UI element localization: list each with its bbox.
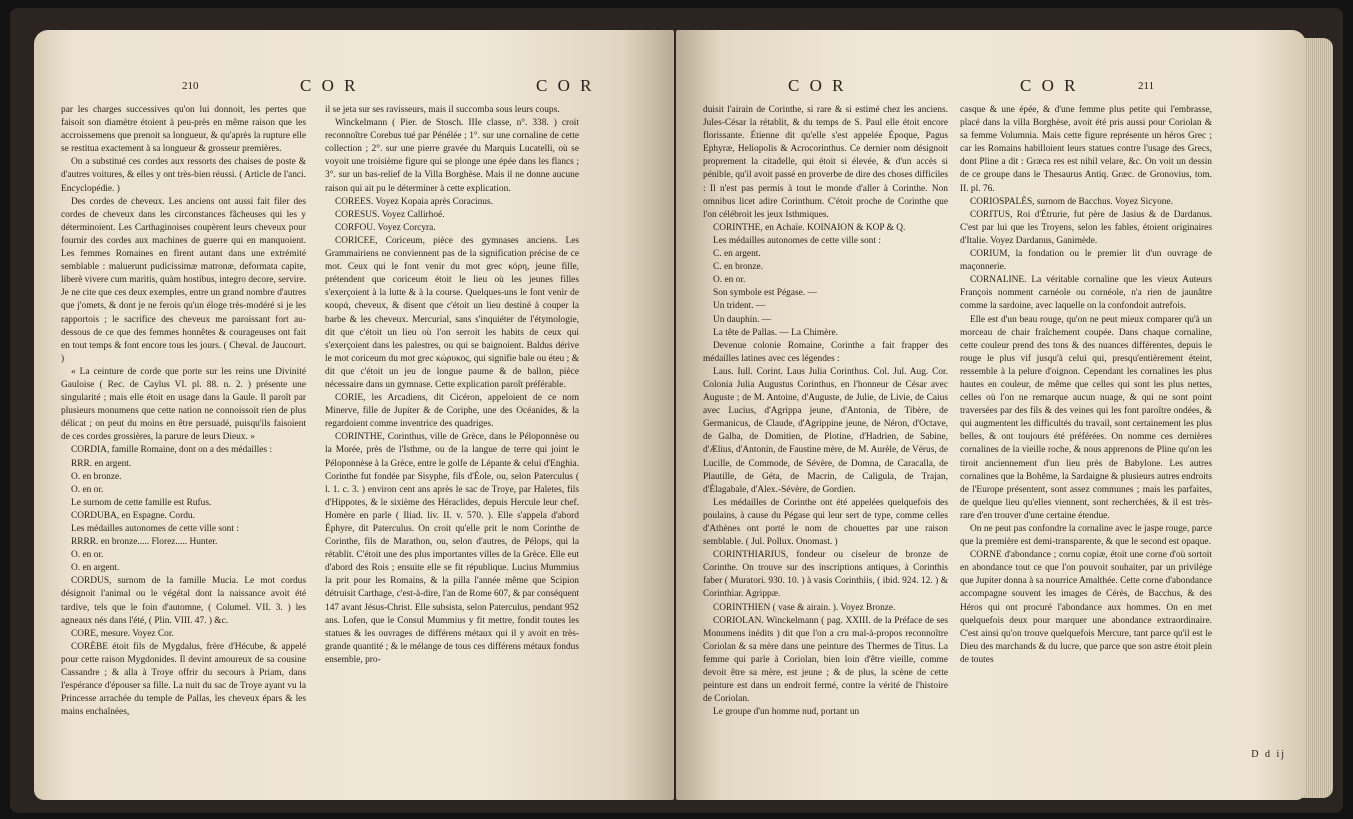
paragraph: CORDUS, surnom de la famille Mucia. Le mot cordus désignoit l'animal ou le végétal dont la naissance avoit été tardive, tels que le foin d'automne, ( Columel. VII. 3. ) les agneaux nés dans l'été, ( Plin. VIII. 47. ) &c.	[61, 576, 306, 626]
right-header	[676, 76, 1306, 100]
paragraph: Laus. Iull. Corint. Laus Julia Corinthus. Col. Jul. Aug. Cor. Colonia Julia Augustus Corinthus, en l'honneur de César avec Auguste ; de M. Antoine, d'Auguste, de Julie, de Livie, de Caius avec Lucius, d'Agrippa jeune, d'Antonia, de Tibère, de Germanicus, de Claude, d'Agrippine jeune, de Néron, d'Octave, de Galba, de Domitien, de Plotine, d'Hadrien, de Sabine, d'Ælius, d'Antonin, de Faustine mère, de M. Aurèle, de Vérus, de Lucille, de Commode, de Sévère, de Domna, de Caracalla, de Plautille, de Géta, de Macrin, de Caligula, de Trajan, d'Élagabale, d'Alex.-Sévère, de Gordien.	[703, 366, 948, 495]
paragraph: CORINTHE, en Achaïe. KOINAION & KOP & Q.	[713, 222, 906, 233]
paragraph: La tête de Pallas. — La Chimère.	[713, 327, 838, 338]
paragraph: Les médailles de Corinthe ont été appelées quelquefois des poulains, à cause du Pégase qui leur sert de type, comme celles d'Athènes ont porté le nom de chouettes par une raison semblable. ( Jul. Pollux. Onomast. )	[703, 497, 948, 548]
paragraph: COREES. Voyez Kopaia après Coracinus.	[335, 196, 493, 207]
paragraph: « La ceinture de corde que porte sur les reins une Divinité Gauloise ( Rec. de Caylus VI. pl. 88. n. 2. ) présente une singularité ; mais elle étoit en usage dans la Gaule. Il paroît par plusieurs monumens que cette nation ne connoissoit rien de plus délicat ; on peut du moins en être persuadé, puisqu'ils faisoient de ces cordes grossières, la parure de leurs Dieux. »	[61, 366, 306, 443]
right-page	[676, 30, 1306, 800]
paragraph: CORINTHIEN ( vase & airain. ). Voyez Bronze.	[713, 602, 896, 613]
page-number-right: 211	[1138, 80, 1155, 92]
paragraph: CORIOLAN. Winckelmann ( pag. XXIII. de la Préface de ses Monumens inédits ) dit que l'on a cru mal-à-propos reconnoître Coriolan & sa mère dans une peinture des Thermes de Titus. La femme qui parle à Coriolan, bien loin d'être vieille, comme devoit être sa mère, est jeune ; & de plus, la scène de cette peinture est dans un endroit fermé, contre la vérité de l'histoire de Coriolan.	[703, 615, 948, 705]
paragraph: Un trident. —	[713, 301, 766, 312]
paragraph: CORÈBE étoit fils de Mygdalus, frère d'Hécube, & appelé pour cette raison Mygdonides. Il devint amoureux de sa cousine Cassandre ; & alla à Troye offrir du secours à Priam, dans l'espérance d'épouser sa fille. La nuit du sac de Troye ayant vu la Princesse arrachée du temple de Pallas, les cheveux épars & les mains enchaînées,	[61, 641, 306, 718]
paragraph: CORITUS, Roi d'Étrurie, fut père de Jasius & de Dardanus. C'est par lui que les Troyens, selon les fables, étoient originaires d'Italie. Voyez Dardanus, Ganimède.	[960, 209, 1212, 246]
paragraph: il se jeta sur ses ravisseurs, mais il succomba sous leurs coups.	[325, 105, 560, 115]
paragraph: CORFOU. Voyez Corcyra.	[335, 222, 436, 233]
paragraph: CORINTHIARIUS, fondeur ou ciseleur de bronze de Corinthe. On trouve sur des inscriptions antiques, à Corinthis faber ( Muratori. 930. 10. ) à vasis Corinthiis, ( ibid. 924. 12. ) & Corinthiar. Agrippæ.	[703, 550, 948, 600]
paragraph: C. en argent.	[713, 249, 761, 260]
text-column-right-1	[703, 104, 948, 719]
paragraph: Des cordes de cheveux. Les anciens ont aussi fait filer des cordes de cheveux dans les circonstances fâcheuses qui les y déterminoient. Les Carthaginoises coupèrent leurs cheveux pour fournir des cordes aux machines de guerre qui en manquoient. Les femmes Romaines en firent autant dans une extrémité semblable : maluerunt pudicissimæ matronæ, deformata capite, liberè vivere cum maritis, quàm hostibus, integro decore, servire. Je ne cite que ces deux exemples, entre un grand nombre d'autres que j'omets, & dont je ne ferois qu'un éloge très-modéré si je les rapportois ; le sacrifice des cheveux me paroissant fort au-dessous de ce que des femmes honnêtes & courageuses ont fait en tout temps & font encore tous les jours. ( Cheval. de Jaucourt. )	[61, 196, 306, 364]
paragraph: par les charges successives qu'on lui donnoit, les pertes que faisoit son diamètre étoient à peu-près en même raison que les accroissemens que prenoit sa longueur, & qu'après la rupture elle se restitua exactement à sa longueur & grosseur premières.	[61, 105, 306, 155]
paragraph: casque & une épée, & d'une femme plus petite qui l'embrasse, placé dans la villa Borghèse, avoit été pris aussi pour Coriolan & sa femme Volumnia. Mais cette figure représente un héros Grec ; car les Romains habilloient leurs statues contre l'usage des Grecs, dont Pline a dit : Græca res est nihil velare, &c. On voit un dessin de ce groupe dans le Thesaurus Antiq. Græc. de Gronovius, tom. II. pl. 76.	[960, 105, 1212, 194]
paragraph: CORICEE, Coriceum, pièce des gymnases anciens. Les Grammairiens ne conviennent pas de la signification précise de ce mot. Ceux qui le font venir du mot grec κόρη, jeune fille, prétendent que coriceum étoit le lieu où les jeunes filles s'exerçoient à la lutte & à la course. Quelques-uns le font venir de κουρά, cheveux, & disent que c'étoit un lieu destiné à couper la barbe & les cheveux. Mercurial, sans s'inquiéter de l'étymologie, dit que c'étoit un lieu où l'on serroit les habits de ceux qui s'exerçoient dans les palestres, ou qui se baignoient. Baldus dérive le mot coriceum du mot grec κώρυκος, qui signifie bale ou éteu ; & dit que c'étoit un jeu de longue paume & de ballon, pièce nécessaire dans un gymnase. Cette explication paroît préférable.	[325, 235, 579, 390]
paragraph: CORNALINE. La véritable cornaline que les vieux Auteurs François nomment carnéole ou cornéole, n'a rien de jaunâtre comme la sardoine, avec laquelle on la confondoit autrefois.	[960, 275, 1212, 312]
paragraph: O. en or.	[713, 275, 746, 286]
running-head: C O R	[300, 76, 359, 95]
paragraph: On a substitué ces cordes aux ressorts des chaises de poste & d'autres voitures, & elles y ont très-bien réussi. ( Article de l'anci. Encyclopédie. )	[61, 157, 306, 194]
paragraph: RRR. en argent.	[71, 458, 132, 469]
paragraph: O. en argent.	[71, 563, 120, 574]
running-head: C O R	[788, 76, 847, 95]
text-column-left-2	[325, 104, 579, 667]
paragraph: CORESUS. Voyez Callirhoé.	[335, 209, 445, 220]
left-page	[34, 30, 674, 800]
paragraph: Son symbole est Pégase. —	[713, 288, 817, 299]
paragraph: Les médailles autonomes de cette ville sont :	[71, 524, 239, 534]
paragraph: O. en or.	[71, 484, 104, 495]
paragraph: Le groupe d'un homme nud, portant un	[713, 707, 860, 718]
paragraph: Elle est d'un beau rouge, qu'on ne peut mieux comparer qu'à un morceau de chair fraîchement coupée. Dans chaque cornaline, cette couleur prend des tons & des nuances différentes, depuis le rouge le plus vif jusqu'à celui qui, presqu'entièrement éteint, ressemble à la pelure d'oignon. Cependant les cornalines les plus hautes en couleur, de même que celles qui sont les plus nettes, celles où l'on ne remarque aucun nuage, & qui ne sont point traversées par des fils & des veines qui les font paroître ondées, & qui augmentent les difficultés du travail, sont certainement les plus belles, & ont toujours été préférées. On nomme ces dernières cornalines de la vieille roche, & nous apprenons de Pline qu'on les tiroit anciennement d'un lieu près de Babylone. Les autres cornalines que la Bohême, la Sardaigne & plusieurs autres endroits de l'Europe présentent, sont assez communes ; mais les parfaites, de quelque lieu qu'elles viennent, sont recherchées, & il est très-rare d'en trouver d'une certaine étendue.	[960, 314, 1212, 521]
paragraph: CORNE d'abondance ; cornu copiæ, étoit une corne d'où sortoit en abondance tout ce que l'on pouvoit souhaiter, par un privilège que Jupiter donna à sa nourrice Amalthée. Cette corne d'abondance accompagne souvent les images de Cérès, de Bacchus, & des Héros qui ont procuré l'abondance aux hommes. On en met quelquefois deux pour marquer une abondance extraordinaire. C'est ainsi qu'on trouve quelquefois Mercure, tant parce qu'il est le Dieu des marchands & du lucre, que parce que son astre étoit plein de toutes	[960, 550, 1212, 665]
paragraph: CORINTHE, Corinthus, ville de Grèce, dans le Péloponnèse ou la Morée, près de l'Isthme, ou de la langue de terre qui joint le Péloponnèse à la Grèce, entre le golfe de Lépante & celui d'Enghia. Corinthe fut fondée par Sisyphe, fils d'Éole, ou, selon Paterculus ( l. 1. c. 3. ) environ cent ans après le sac de Troye, par Haletes, fils d'Hippotes, & le sixième des Héraclides, depuis Hercule leur chef. Homère en parle ( Iliad. liv. II. v. 570. ). Elle s'appela d'abord Éphyre, dit Paterculus. On croit qu'elle prit le nom Corinthe de Corinthe, fils de Marathon, ou, selon d'autres, de Pélops, qui la rétablit. C'étoit une des plus importantes villes de la Grèce. Elle eut d'abord des Rois ; ensuite elle se fit république. Lucius Mummius la prit pour les Romains, & la pilla l'année même que Scipion détruisit Carthage, c'est-à-dire, l'an de Rome 607, & par conséquent 147 avant Jésus-Christ. Elle subsista, selon Paterculus, pendant 952 ans. Lofen, que le Consul Mummius y fit mettre, fondit toutes les statues & les ouvrages de différens métaux qui il y avoit en très-grande quantité ; & le mélange de tous ces différens métaux fondus ensemble, pro-	[325, 432, 579, 665]
paragraph: On ne peut pas confondre la cornaline avec le jaspe rouge, parce que la première est demi-transparente, & que le second est opaque.	[960, 524, 1212, 548]
paragraph: O. en or.	[71, 550, 104, 561]
left-header	[34, 76, 674, 100]
paragraph: CORIE, les Arcadiens, dit Cicéron, appeloient de ce nom Minerve, fille de Jupiter & de Coriphe, une des Océanides, & la regardoient comme inventrice des quadriges.	[325, 393, 579, 430]
signature-mark: D d ij	[1251, 749, 1286, 760]
paragraph: CORDUBA, en Espagne. Cordu.	[71, 510, 195, 521]
paragraph: duisit l'airain de Corinthe, si rare & si estimé chez les anciens. Jules-César la rétablit, & du temps de S. Paul elle étoit encore florissante. Étienne dit qu'elle s'est appelée Époque, Pagus Ephyræ, Heliopolis & Acrocorinthus. Ce dernier nom désignoit proprement la citadelle, qui étoit si élevée, & d'un accès si pénible, qu'il avoit passé en proverbe de dire des choses difficiles : Il n'est pas permis à tout le monde d'aller à Corinthe. Non omnibus licet adire Corinthum. C'étoit proche de Corinthe que l'on célébroit les jeux Isthmiques.	[703, 105, 948, 220]
text-column-left-1	[61, 104, 306, 719]
paragraph: Devenue colonie Romaine, Corinthe a fait frapper des médailles latines avec ces légendes :	[703, 340, 948, 364]
paragraph: CORIOSPALÈS, surnom de Bacchus. Voyez Sicyone.	[970, 196, 1173, 207]
text-column-right-2	[960, 104, 1212, 667]
paragraph: RRRR. en bronze..... Florez..... Hunter.	[71, 537, 218, 548]
paragraph: Les médailles autonomes de cette ville sont :	[713, 235, 881, 246]
page-edges	[1303, 38, 1333, 798]
running-head: C O R	[1020, 76, 1079, 95]
paragraph: O. en bronze.	[71, 471, 122, 482]
paragraph: CORDIA, famille Romaine, dont on a des médailles :	[71, 445, 273, 456]
paragraph: Un dauphin. —	[713, 314, 772, 325]
paragraph: Le surnom de cette famille est Rufus.	[71, 497, 212, 508]
running-head: C O R	[536, 76, 595, 95]
paragraph: CORIUM, la fondation ou le premier lit d'un ouvrage de maçonnerie.	[960, 249, 1212, 273]
book	[10, 8, 1343, 813]
page-number-left: 210	[182, 80, 199, 92]
paragraph: Winckelmann ( Pier. de Stosch. IIIe classe, n°. 338. ) croit reconnoître Corebus tué par Pénélée ; 1°. sur une cornaline de cette collection ; 2°. sur une pierre gravée du Marquis Lucatelli, où se voyoit une troisième figure qui se plonge une épée dans les flancs ; 3°. sur un bas-relief de la Villa Borghèse. Mais il ne donne aucune raison qui ait pu le déterminer à cette explication.	[325, 118, 579, 194]
paragraph: CORE, mesure. Voyez Cor.	[71, 628, 174, 639]
paragraph: C. en bronze.	[713, 262, 763, 273]
